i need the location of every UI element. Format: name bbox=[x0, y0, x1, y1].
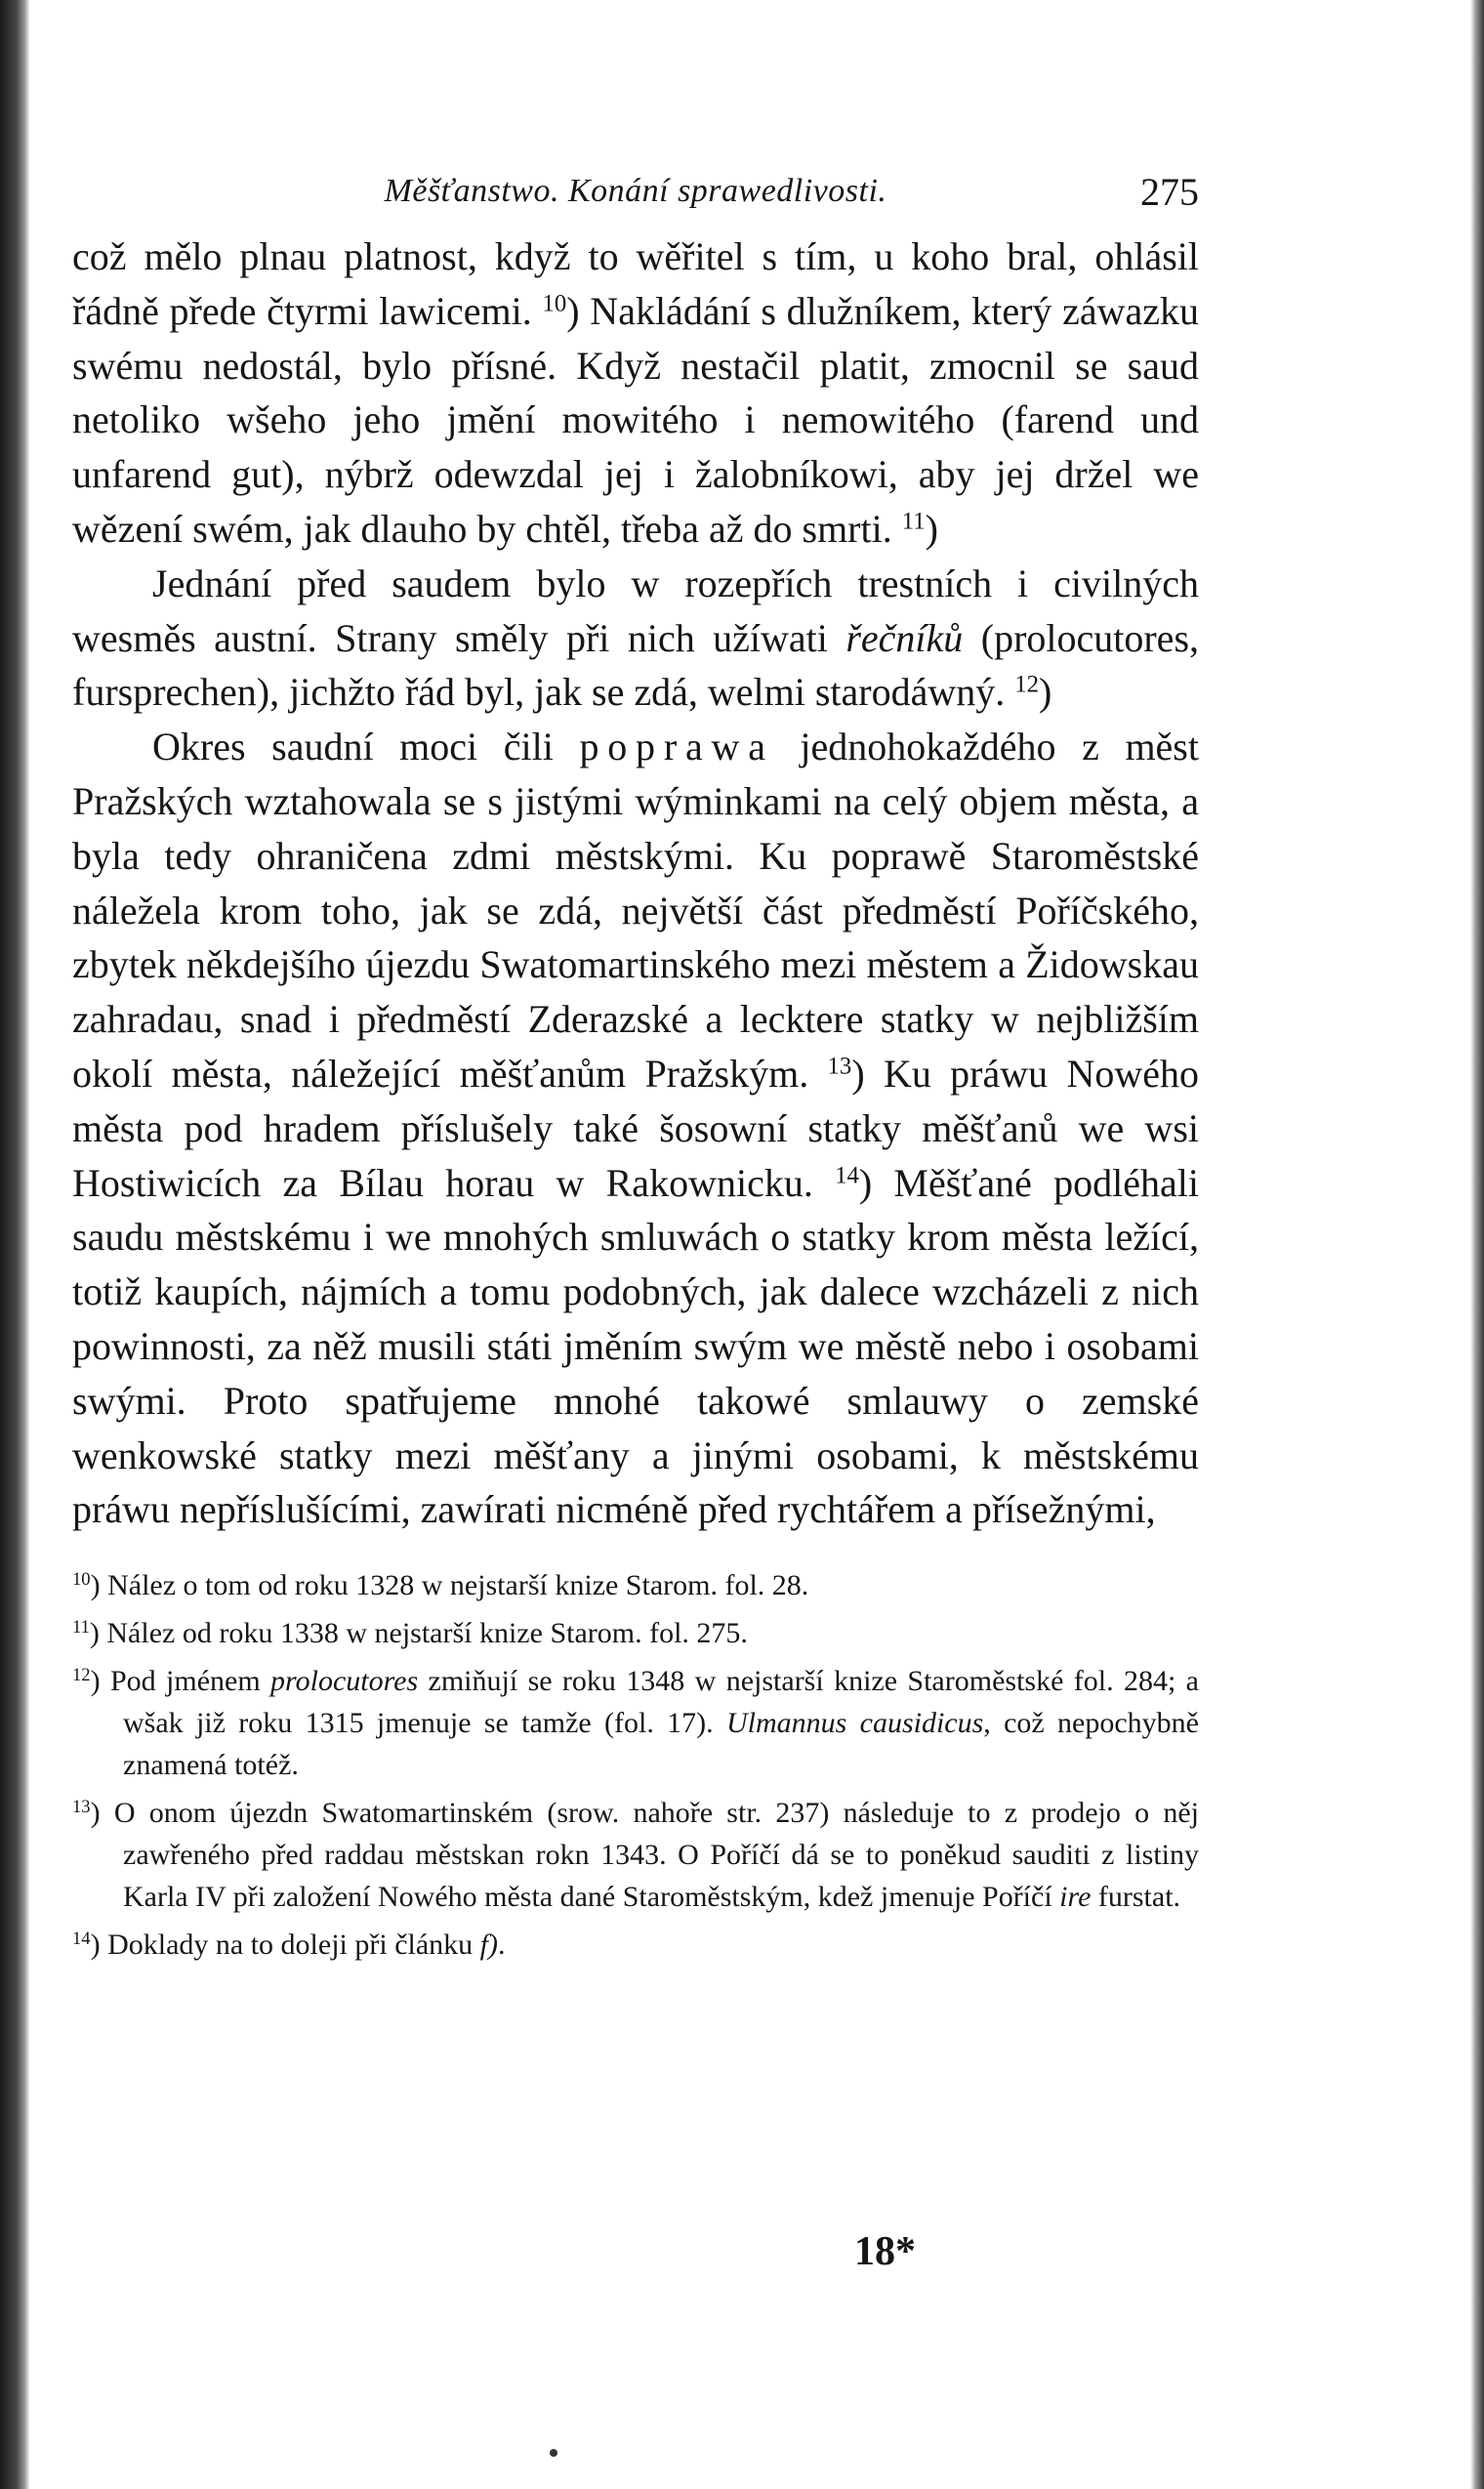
footnote-ref: 14 bbox=[72, 1928, 91, 1949]
text-run: ) Nález o tom od roku 1328 w nejstarší knize Starom. fol. 28. bbox=[90, 1569, 809, 1602]
footnote-ref: 12 bbox=[1014, 671, 1040, 698]
text-run: zmiňují se roku 1348 w nejstarší knize Staroměstské fol. 284; a wšak již roku 1315 jmenuje se tamže (fol. 17). bbox=[123, 1665, 1199, 1740]
paragraph bbox=[72, 229, 1199, 557]
footnote bbox=[72, 1612, 1199, 1654]
running-title: Měšťanstwo. Konání sprawedlivosti. bbox=[384, 173, 887, 209]
text-run: ) Nakládání s dlužníkem, který záwazku swému nedostál, bylo přísné. Když nestačil platit, zmocnil se saud netoliko wšeho jeho jmění mowitého i nemowitého (farend und unfarend gut), nýbrž odewzdal jej i žalobníkowi, aby jej držel we wězení swém, jak dlauho by chtěl, třeba až do smrti. bbox=[72, 288, 1199, 551]
text-run: (prolocutores, fursprechen), jichžto řád byl, jak se zdá, welmi starodáwný. bbox=[72, 615, 1200, 715]
text-run: , což nepochybně znamená totéž. bbox=[123, 1707, 1199, 1782]
ink-dot bbox=[550, 2449, 557, 2457]
italic-run: prolocutores bbox=[270, 1665, 419, 1698]
footnote-ref: 10 bbox=[72, 1568, 91, 1590]
text-run: . bbox=[498, 1929, 506, 1962]
text-run: ) Pod jménem bbox=[90, 1665, 271, 1698]
text-run: ) Doklady na to doleji při článku bbox=[90, 1929, 480, 1962]
footnote-ref: 11 bbox=[72, 1616, 90, 1638]
footnote-ref: 14 bbox=[835, 1161, 859, 1188]
paragraph bbox=[72, 720, 1199, 1537]
text-run: ) Ku práwu Nowého města pod hradem příslušely také šosowní statky měšťanů we wsi Hostiwicích za Bílau horau w Rakownicku. bbox=[72, 1051, 1199, 1205]
page-edge-shadow bbox=[1470, 0, 1484, 2489]
italic-run: řečníků bbox=[845, 615, 964, 660]
footnote bbox=[72, 1660, 1199, 1786]
page-number: 275 bbox=[1140, 170, 1199, 214]
footnote-ref: 11 bbox=[901, 508, 926, 535]
paragraph bbox=[72, 557, 1199, 720]
footnote-ref: 13 bbox=[72, 1796, 91, 1817]
italic-run: ire bbox=[1059, 1881, 1092, 1914]
text-run: ) Měšťané podléhali saudu městskému i we mnohých smluwách o statky krom města ležící, totiž kaupích, nájmích a tomu podobných, jak dalece wzcházeli z nich powinnosti, za něž musili státi jměním swým we městě nebo i osobami swými. Proto spatřujeme mnohé takowé smlauwy o zemské wenkowské statky mezi měšťany a jinými osobami, k městskému práwu nepříslušícími, zawírati nicméně před rychtářem a přísežnými, bbox=[72, 1160, 1199, 1532]
footnote bbox=[72, 1564, 1199, 1606]
text-run: jednohokaždého z měst Pražských wztahowala se s jistými wýminkami na celý objem města, a byla tedy ohraničena zdmi městskými. Ku poprawě Staroměstské náležela krom toho, jak se zdá, největší část předměstí Poříčského, zbytek někdejšího újezdu Swatomartinského mezi městem a Židowskau zahradau, snad i předměstí Zderazské a lecktere statky w nejbližším okolí města, náležející měšťanům Pražským. bbox=[72, 725, 1199, 1096]
text-run: což mělo plnau platnost, když to wěřitel s tím, u koho bral, ohlásil řádně přede čtyrmi lawicemi. bbox=[72, 234, 1199, 333]
footnote-ref: 10 bbox=[542, 290, 567, 317]
body-text bbox=[72, 229, 1199, 1537]
book-spine-shadow bbox=[0, 0, 29, 2489]
footnote bbox=[72, 1792, 1199, 1918]
text-run: Okres saudní moci čili bbox=[152, 725, 580, 769]
italic-run: Ulmannus causidicus bbox=[725, 1707, 984, 1740]
italic-run: f) bbox=[479, 1929, 498, 1962]
text-run: furstat. bbox=[1091, 1881, 1181, 1914]
footnote bbox=[72, 1924, 1199, 1966]
text-run: ) Nález od roku 1338 w nejstarší knize Starom. fol. 275. bbox=[89, 1617, 748, 1650]
page-header bbox=[72, 161, 1199, 229]
signature-mark: 18* bbox=[854, 2229, 916, 2274]
text-run: ) bbox=[1039, 670, 1052, 715]
footnotes bbox=[72, 1564, 1199, 1966]
text-run: ) O onom újezdn Swatomartinském (srow. nahoře str. 237) následuje to z prodejo o něj zawřeného před raddau městskan rokn 1343. O Poříčí dá se to poněkud sauditi z listiny Karla IV při založení Nowého města dané Staroměstským, kdež jmenuje Poříčí bbox=[90, 1797, 1199, 1914]
text-run: ) bbox=[925, 506, 938, 551]
footnote-ref: 13 bbox=[827, 1053, 852, 1080]
footnote-ref: 12 bbox=[72, 1664, 91, 1685]
text-run: Jednání před saudem bylo w rozepřích trestních i civilných wesměs austní. Strany směly při nich užíwati bbox=[72, 560, 1199, 660]
book-page bbox=[72, 161, 1199, 1971]
spaced-term: poprawa bbox=[579, 725, 774, 769]
